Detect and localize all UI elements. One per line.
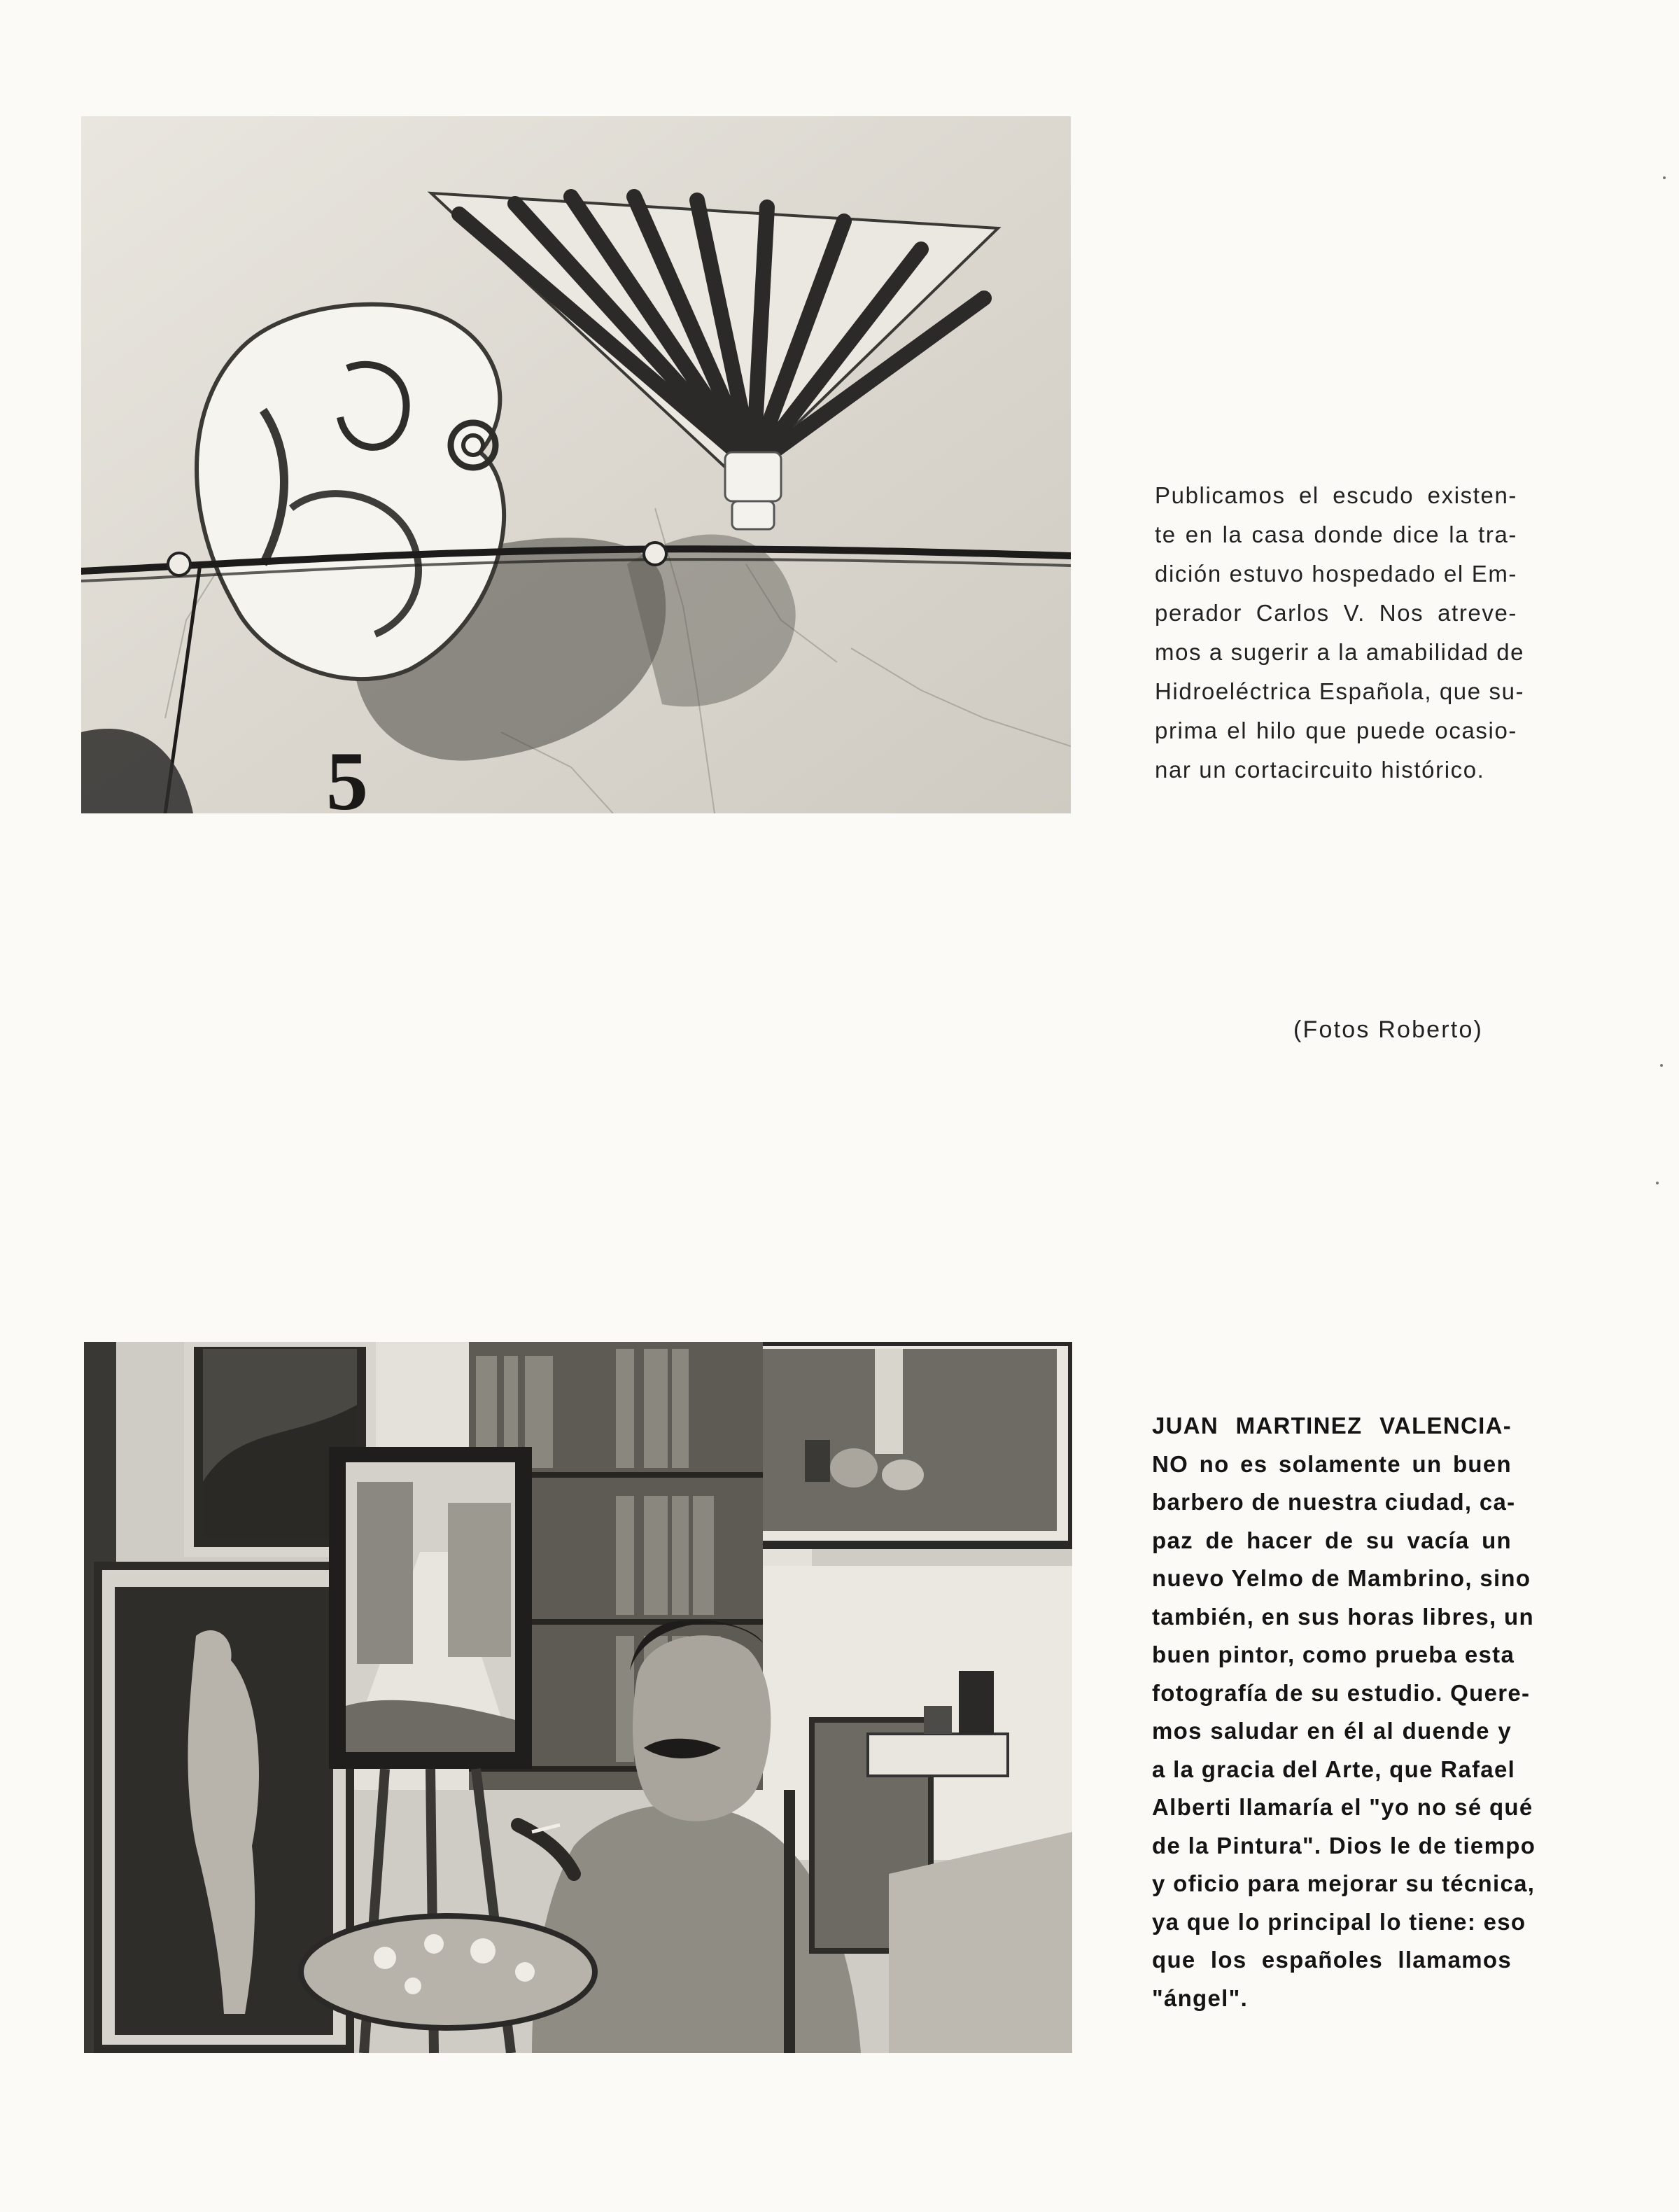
svg-text:5: 5 xyxy=(326,734,368,813)
caption-line: paz de hacer de su vacía un xyxy=(1152,1527,1512,1553)
caption-line: de la Pintura". Dios le de tiempo xyxy=(1152,1832,1536,1858)
photo-credit: (Fotos Roberto) xyxy=(1293,1016,1484,1043)
caption-line: JUAN MARTINEZ VALENCIA- xyxy=(1152,1413,1512,1438)
caption-line: barbero de nuestra ciudad, ca- xyxy=(1152,1489,1516,1515)
caption-line: mos saludar en él al duende y xyxy=(1152,1718,1512,1744)
painter-caption xyxy=(1152,1407,1536,2017)
caption-line: que los españoles llamamos xyxy=(1152,1947,1512,1973)
caption-line: Hidroeléctrica Española, que su- xyxy=(1155,678,1525,704)
caption-line: dición estuvo hospedado el Em- xyxy=(1155,561,1517,587)
caption-line: Publicamos el escudo existen- xyxy=(1155,482,1517,508)
caption-line: nar un cortacircuito histórico. xyxy=(1155,757,1485,783)
coat-of-arms-caption xyxy=(1155,476,1525,790)
scan-speck xyxy=(1660,1064,1663,1067)
caption-line: fotografía de su estudio. Quere- xyxy=(1152,1679,1531,1706)
caption-line: ya que lo principal lo tiene: eso xyxy=(1152,1908,1526,1935)
scan-speck xyxy=(1656,1182,1659,1184)
coat-of-arms-photo xyxy=(81,116,1071,813)
caption-line: NO no es solamente un buen xyxy=(1152,1450,1512,1477)
caption-line: te en la casa donde dice la tra- xyxy=(1155,522,1517,547)
caption-line: Alberti llamaría el "yo no sé qué xyxy=(1152,1794,1533,1820)
caption-line: perador Carlos V. Nos atreve- xyxy=(1155,600,1517,626)
caption-line: mos a sugerir a la amabilidad de xyxy=(1155,639,1525,665)
caption-line: también, en sus horas libres, un xyxy=(1152,1603,1534,1630)
scan-speck xyxy=(1663,176,1666,179)
caption-line: "ángel". xyxy=(1152,1984,1249,2011)
caption-line: a la gracia del Arte, que Rafael xyxy=(1152,1756,1516,1782)
painter-studio-photo xyxy=(84,1342,1072,2053)
caption-line: nuevo Yelmo de Mambrino, sino xyxy=(1152,1565,1531,1591)
painter-studio-image xyxy=(84,1342,1072,2053)
caption-line: prima el hilo que puede ocasio- xyxy=(1155,718,1517,743)
coat-of-arms-image xyxy=(81,116,1071,813)
caption-line: y oficio para mejorar su técnica, xyxy=(1152,1870,1536,1896)
caption-line: buen pintor, como prueba esta xyxy=(1152,1642,1515,1667)
